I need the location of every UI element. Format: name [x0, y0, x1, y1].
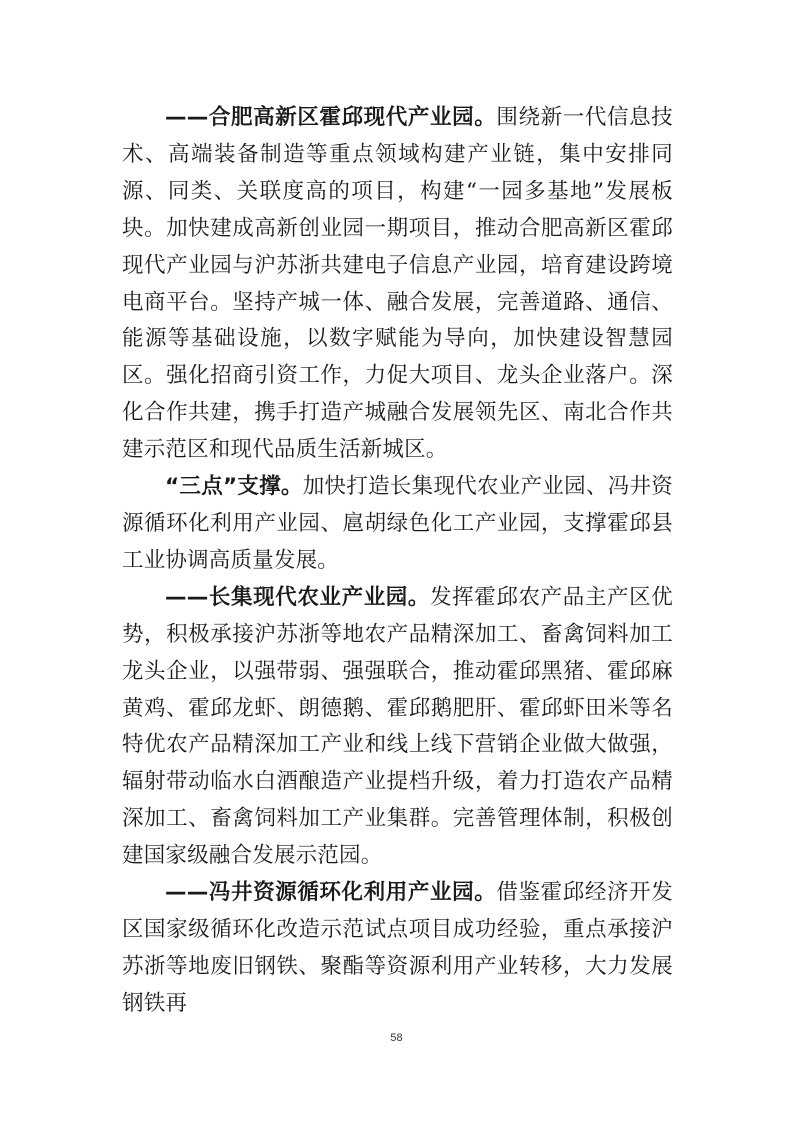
paragraph-heading: ——冯井资源循环化利用产业园。: [165, 880, 497, 906]
paragraph-heading: “三点”支撑。: [165, 474, 303, 500]
page-number: 58: [390, 1032, 403, 1044]
paragraph-body: 加快打造长集现代农业产业园、冯井资源循环化利用产业园、扈胡绿色化工产业园，支撑霍邱县工业协调高质量发展。: [122, 474, 673, 573]
paragraph-heading: ——长集现代农业产业园。: [165, 584, 431, 610]
paragraph-body: 围绕新一代信息技术、高端装备制造等重点领域构建产业链，集中安排同源、同类、关联度高的项目，构建“一园多基地”发展板块。加快建成高新创业园一期项目，推动合肥高新区霍邱现代产业园与沪苏浙共建电子信息产业园，培育建设跨境电商平台。坚持产城一体、融合发展，完善道路、通信、能源等基础设施，以数字赋能为导向，加快建设智慧园区。强化招商引资工作，力促大项目、龙头企业落户。深化合作共建，携手打造产城融合发展领先区、南北合作共建示范区和现代品质生活新城区。: [122, 105, 673, 463]
body-text: [122, 100, 673, 1023]
paragraph-changji-agri-park: [122, 580, 673, 875]
paragraph-hefei-gaoxin-park: [122, 100, 673, 469]
paragraph-body: 借鉴霍邱经济开发区国家级循环化改造示范试点项目成功经验，重点承接沪苏浙等地废旧钢铁、聚酯等资源利用产业转移，大力发展钢铁再: [122, 880, 673, 1016]
paragraph-three-points: [122, 469, 673, 580]
paragraph-body: 发挥霍邱农产品主产区优势，积极承接沪苏浙等地农产品精深加工、畜禽饲料加工龙头企业，以强带弱、强强联合，推动霍邱黑猪、霍邱麻黄鸡、霍邱龙虾、朗德鹅、霍邱鹅肥肝、霍邱虾田米等名特优农产品精深加工产业和线上线下营销企业做大做强，辐射带动临水白酒酿造产业提档升级，着力打造农产品精深加工、畜禽饲料加工产业集群。完善管理体制，积极创建国家级融合发展示范园。: [122, 584, 673, 869]
paragraph-fengjing-recycling-park: [122, 875, 673, 1023]
paragraph-heading: ——合肥高新区霍邱现代产业园。: [165, 105, 497, 130]
